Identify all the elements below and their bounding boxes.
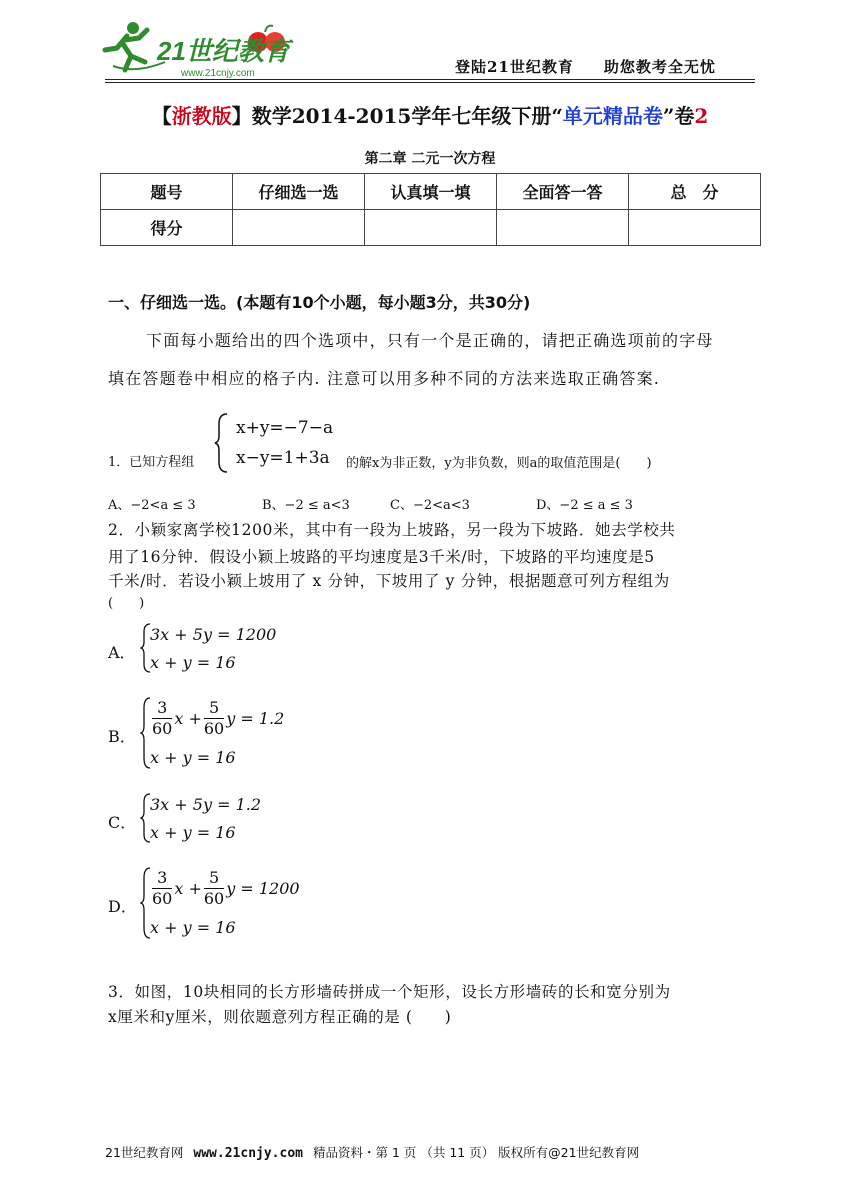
title-middle: 数学2014-2015学年七年级下册“ — [251, 104, 563, 128]
header-cell-number: 题号 — [101, 174, 233, 210]
page-footer — [105, 1143, 639, 1161]
q2-option-b-eq2: x + y = 16 — [150, 748, 236, 767]
score-table-header-row — [101, 174, 761, 210]
title-highlight: 单元精品卷 — [562, 104, 663, 128]
frac-num: 5 — [204, 698, 224, 719]
q2-option-c-label[interactable]: C． — [108, 813, 137, 832]
q2-option-d-eq2: x + y = 16 — [150, 918, 236, 937]
q2-option-a-label[interactable]: A． — [108, 643, 136, 662]
header-cell-total: 总 分 — [629, 174, 761, 210]
q1-prefix: 1．已知方程组 — [108, 455, 195, 470]
title-end: ”卷 — [662, 104, 695, 128]
title-edition: 浙教版 — [171, 104, 232, 128]
frac-num: 3 — [152, 698, 172, 719]
frac-num: 5 — [204, 868, 224, 889]
eq-middle: x + — [174, 709, 202, 728]
footer-url[interactable]: www.21cnjy.com — [193, 1146, 303, 1161]
instruction-line-1: 下面每小题给出的四个选项中，只有一个是正确的，请把正确选项前的字母 — [146, 331, 714, 350]
q2-line-3: 千米/时．若设小颖上坡用了 x 分钟，下坡用了 y 分钟，根据题意可列方程组为 — [108, 572, 670, 590]
instruction-line-2: 填在答题卷中相应的格子内. 注意可以用多种不同的方法来选取正确答案. — [108, 369, 661, 388]
slogan-left: 登陆21世纪教育 — [455, 58, 574, 76]
q1-option-a[interactable]: A、−2<a ≤ 3 — [108, 498, 196, 513]
q2-option-b-label[interactable]: B． — [108, 727, 136, 746]
paper-title — [0, 100, 860, 129]
slogan-right: 助您教考全无忧 — [603, 58, 716, 76]
frac-den: 60 — [152, 719, 173, 738]
q1-option-c[interactable]: C、−2<a<3 — [390, 498, 470, 513]
q2-option-a-eq1: 3x + 5y = 1200 — [150, 625, 277, 644]
chapter-title: 第二章 二元一次方程 — [364, 151, 496, 167]
frac-den: 60 — [152, 889, 173, 908]
q1-brace — [214, 412, 230, 474]
score-cell-fill[interactable] — [365, 210, 497, 246]
eq-end: y = 1200 — [226, 879, 300, 898]
q1-eq2: x−y=1+3a — [236, 448, 330, 468]
runner-icon — [105, 22, 165, 70]
q2-line-1: 2．小颖家离学校1200米，其中有一段为上坡路，另一段为下坡路．她去学校共 — [108, 521, 676, 539]
frac-den: 60 — [203, 719, 225, 738]
logo-url: www.21cnjy.com — [181, 68, 255, 79]
q1-eq1: x+y=−7−a — [236, 418, 334, 438]
section-heading: 一、仔细选一选。(本题有10个小题，每小题3分，共30分) — [108, 293, 531, 312]
score-row-label: 得分 — [101, 210, 233, 246]
q1-option-b[interactable]: B、−2 ≤ a<3 — [262, 498, 350, 513]
title-bracket-open: 【 — [151, 104, 172, 128]
title-bracket-close: 】 — [231, 104, 252, 128]
q3-line-1: 3．如图，10块相同的长方形墙砖拼成一个矩形，设长方形墙砖的长和宽分别为 — [108, 983, 671, 1001]
q2-option-d-eq1 — [150, 868, 300, 909]
eq-middle: x + — [174, 879, 202, 898]
header-cell-choice: 仔细选一选 — [233, 174, 365, 210]
q1-option-d[interactable]: D、−2 ≤ a ≤ 3 — [536, 498, 633, 513]
header-cell-answer: 全面答一答 — [497, 174, 629, 210]
score-table-score-row — [101, 210, 761, 246]
q2-line-4: ( ) — [108, 596, 145, 611]
score-cell-total[interactable] — [629, 210, 761, 246]
brand-logo — [95, 18, 310, 80]
header-cell-fill: 认真填一填 — [365, 174, 497, 210]
logo-text: 21世纪教育 — [157, 36, 290, 66]
eq-end: y = 1.2 — [226, 709, 285, 728]
score-table — [100, 173, 761, 246]
title-number: 2 — [694, 104, 709, 128]
header-rule-thin — [105, 82, 755, 83]
frac-den: 60 — [203, 889, 225, 908]
footer-page-info: 精品资料・第 1 页 （共 11 页） 版权所有@21世纪教育网 — [312, 1145, 640, 1160]
q2-option-d-label[interactable]: D． — [108, 897, 137, 916]
q2-option-b-eq1 — [150, 698, 284, 739]
footer-site: 21世纪教育网 — [105, 1145, 184, 1160]
q3-line-2: x厘米和y厘米，则依题意列方程正确的是 ( ) — [108, 1008, 452, 1026]
q1-suffix: 的解x为非正数，y为非负数，则a的取值范围是( ) — [346, 456, 652, 471]
q2-option-c-eq2: x + y = 16 — [150, 823, 236, 842]
header-rule — [105, 79, 755, 80]
q2-option-a-eq2: x + y = 16 — [150, 653, 236, 672]
q2-option-c-eq1: 3x + 5y = 1.2 — [150, 795, 262, 814]
q2-line-2: 用了16分钟．假设小颖上坡路的平均速度是3千米/时，下坡路的平均速度是5 — [108, 548, 655, 566]
score-cell-answer[interactable] — [497, 210, 629, 246]
score-cell-choice[interactable] — [233, 210, 365, 246]
header-slogan — [455, 56, 716, 77]
frac-num: 3 — [152, 868, 172, 889]
